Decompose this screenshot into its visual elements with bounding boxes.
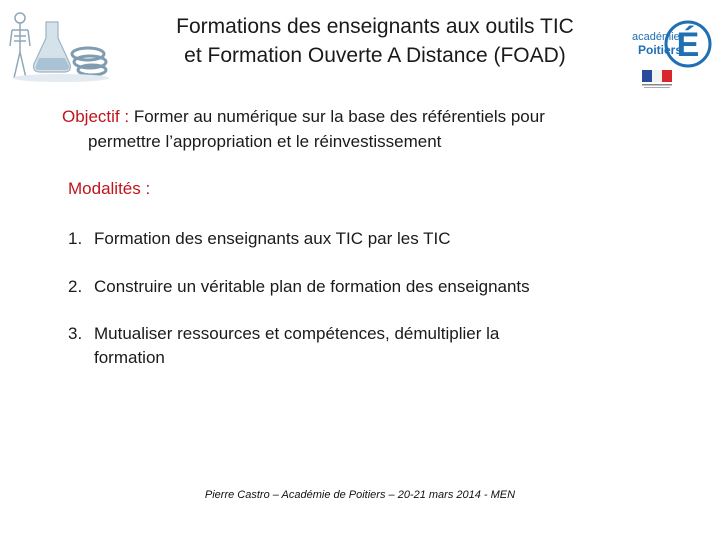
list-item [68,275,668,299]
list-item-text-continued: formation [94,348,165,367]
science-illustration [6,8,110,84]
academie-logo [630,6,716,96]
objective-line-1: Former au numérique sur la base des référentiels pour [133,107,545,126]
list-item-number: 1. [68,229,83,248]
logo-poitiers: Poitiers [638,43,683,57]
title-line-2: et Formation Ouverte A Distance (FOAD) [184,44,566,67]
coil-icon [72,48,106,75]
list-item-text: Mutualiser ressources et compétences, démultiplier la [94,324,500,343]
title-line-1: Formations des enseignants aux outils TIC [176,15,574,38]
objective-line-2: permettre l’appropriation et le réinvestissement [88,132,442,151]
list-item [68,322,668,370]
list-item-number: 3. [68,324,83,343]
skeleton-icon [10,13,30,78]
list-item-text: Formation des enseignants aux TIC par les TIC [94,229,451,248]
footer-credit: Pierre Castro – Académie de Poitiers – 20-21 mars 2014 - MEN [204,489,516,501]
flask-icon [34,22,71,72]
modalites-heading: Modalités : [68,179,151,198]
list-item-text: Construire un véritable plan de formation des enseignants [94,277,530,296]
logo-academie: académie [632,31,680,43]
objective-block [62,104,702,154]
objective-label: Objectif : [62,107,130,126]
list-item-number: 2. [68,277,83,296]
logo-letter: É [676,26,700,64]
page-title [130,12,620,70]
list-item [68,227,668,251]
marianne-flag-icon [642,70,672,88]
